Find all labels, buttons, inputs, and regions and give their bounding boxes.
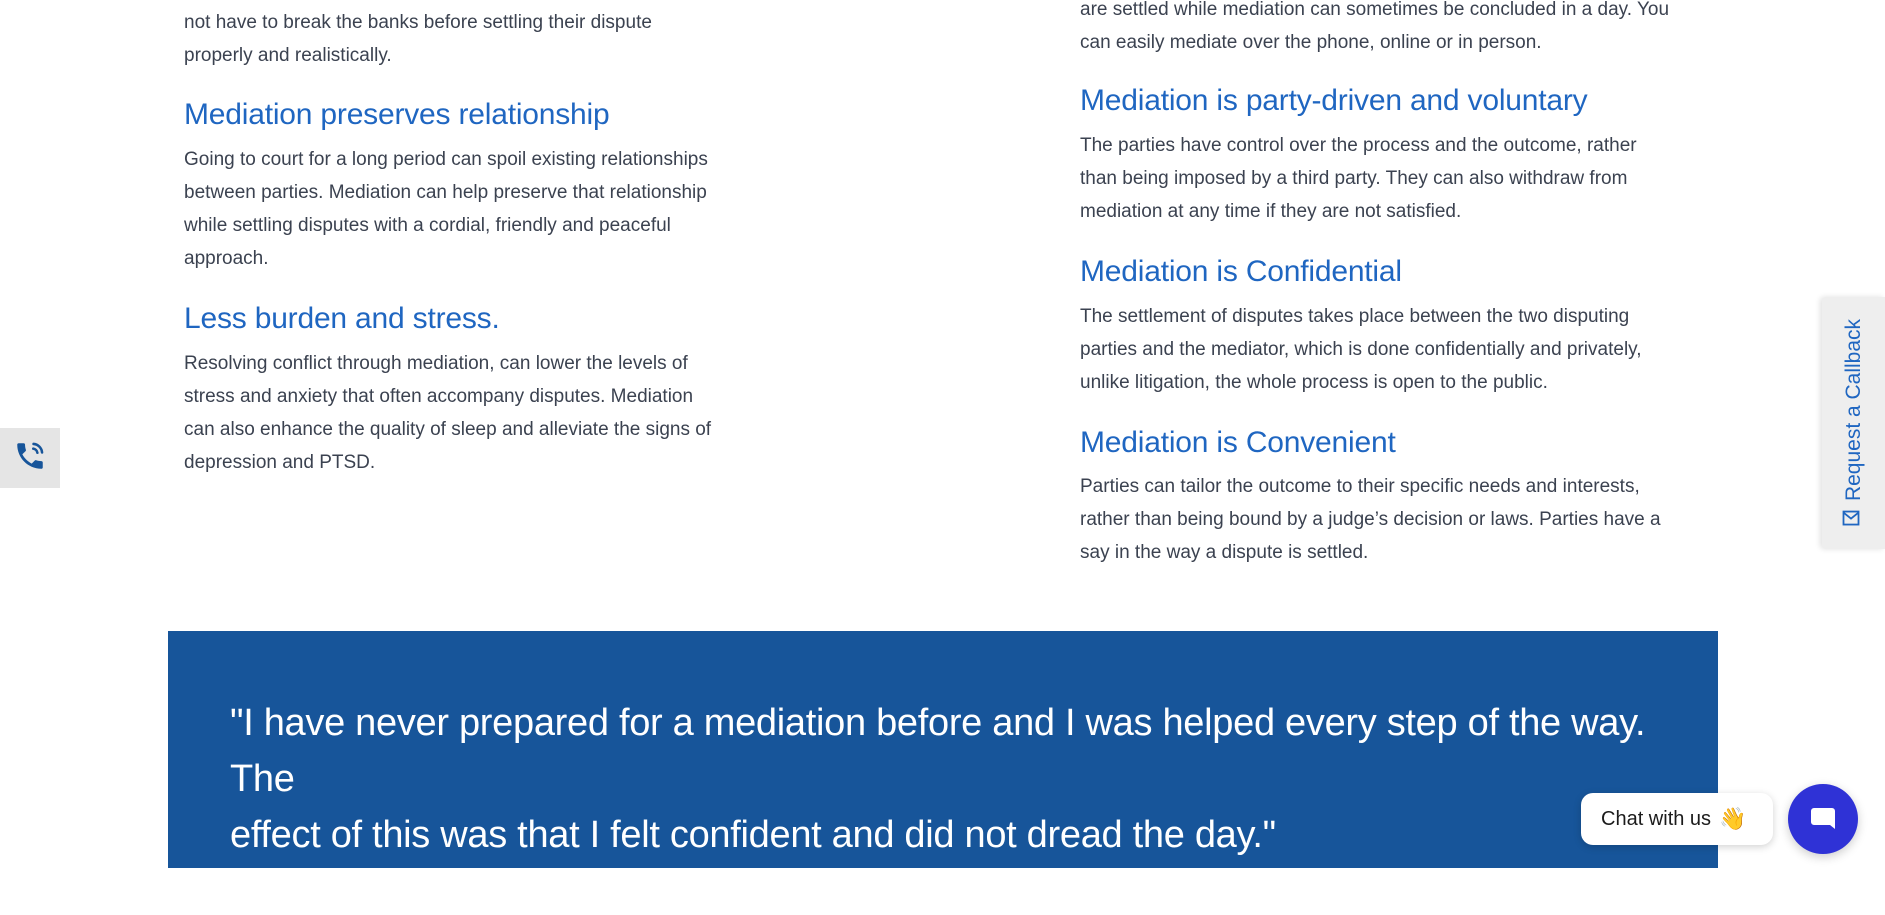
convenient-line-1: Parties can tailor the outcome to their specific needs and interests,	[1080, 476, 1640, 497]
testimonial-line-1: "I have never prepared for a mediation before and I was helped every step of the way. The	[230, 702, 1646, 800]
testimonial-band	[168, 631, 1718, 868]
phone-call-tab[interactable]	[0, 428, 60, 488]
left-intro-line-1: not have to break the banks before settling their dispute	[184, 12, 652, 33]
preserves-relationship-line-3: while settling disputes with a cordial, friendly and peaceful	[184, 215, 671, 236]
phone-icon	[13, 439, 47, 478]
party-driven-line-3: mediation at any time if they are not satisfied.	[1080, 201, 1462, 222]
party-driven-line-1: The parties have control over the process and the outcome, rather	[1080, 135, 1637, 156]
testimonial-line-2: effect of this was that I felt confident and did not dread the day."	[230, 814, 1276, 856]
chat-bubble-icon	[1808, 802, 1838, 837]
open-chat-button[interactable]	[1788, 784, 1858, 854]
request-callback-label: Request a Callback	[1841, 318, 1865, 502]
chat-with-us-bubble[interactable]	[1581, 793, 1773, 845]
party-driven-line-2: than being imposed by a third party. They can also withdraw from	[1080, 168, 1628, 189]
convenient-line-3: say in the way a dispute is settled.	[1080, 542, 1369, 563]
waving-hand-icon: 👋	[1719, 806, 1747, 831]
request-callback-tab[interactable]	[1822, 297, 1885, 549]
heading-preserves-relationship: Mediation preserves relationship	[184, 98, 610, 131]
preserves-relationship-line-1: Going to court for a long period can spoil existing relationships	[184, 149, 708, 170]
chat-with-us-label: Chat with us	[1601, 807, 1712, 830]
confidential-line-1: The settlement of disputes takes place between the two disputing	[1080, 306, 1630, 327]
heading-less-burden: Less burden and stress.	[184, 302, 500, 335]
right-intro-line-2: can easily mediate over the phone, online or in person.	[1080, 32, 1542, 53]
confidential-line-3: unlike litigation, the whole process is open to the public.	[1080, 372, 1548, 393]
preserves-relationship-line-2: between parties. Mediation can help preserve that relationship	[184, 182, 707, 203]
right-intro-line-1: are settled while mediation can sometimes be concluded in a day. You	[1080, 0, 1670, 20]
less-burden-line-3: can also enhance the quality of sleep and alleviate the signs of	[184, 419, 712, 440]
less-burden-line-4: depression and PTSD.	[184, 452, 376, 473]
heading-confidential: Mediation is Confidential	[1080, 255, 1402, 288]
heading-party-driven: Mediation is party-driven and voluntary	[1080, 84, 1588, 117]
less-burden-line-1: Resolving conflict through mediation, can lower the levels of	[184, 353, 688, 374]
confidential-line-2: parties and the mediator, which is done confidentially and privately,	[1080, 339, 1642, 360]
preserves-relationship-line-4: approach.	[184, 248, 269, 269]
less-burden-line-2: stress and anxiety that often accompany disputes. Mediation	[184, 386, 694, 407]
left-intro-line-2: properly and realistically.	[184, 45, 392, 66]
heading-convenient: Mediation is Convenient	[1080, 426, 1396, 459]
testimonial-quote	[230, 695, 1670, 863]
convenient-line-2: rather than being bound by a judge’s decision or laws. Parties have a	[1080, 509, 1661, 530]
envelope-icon	[1842, 509, 1866, 527]
